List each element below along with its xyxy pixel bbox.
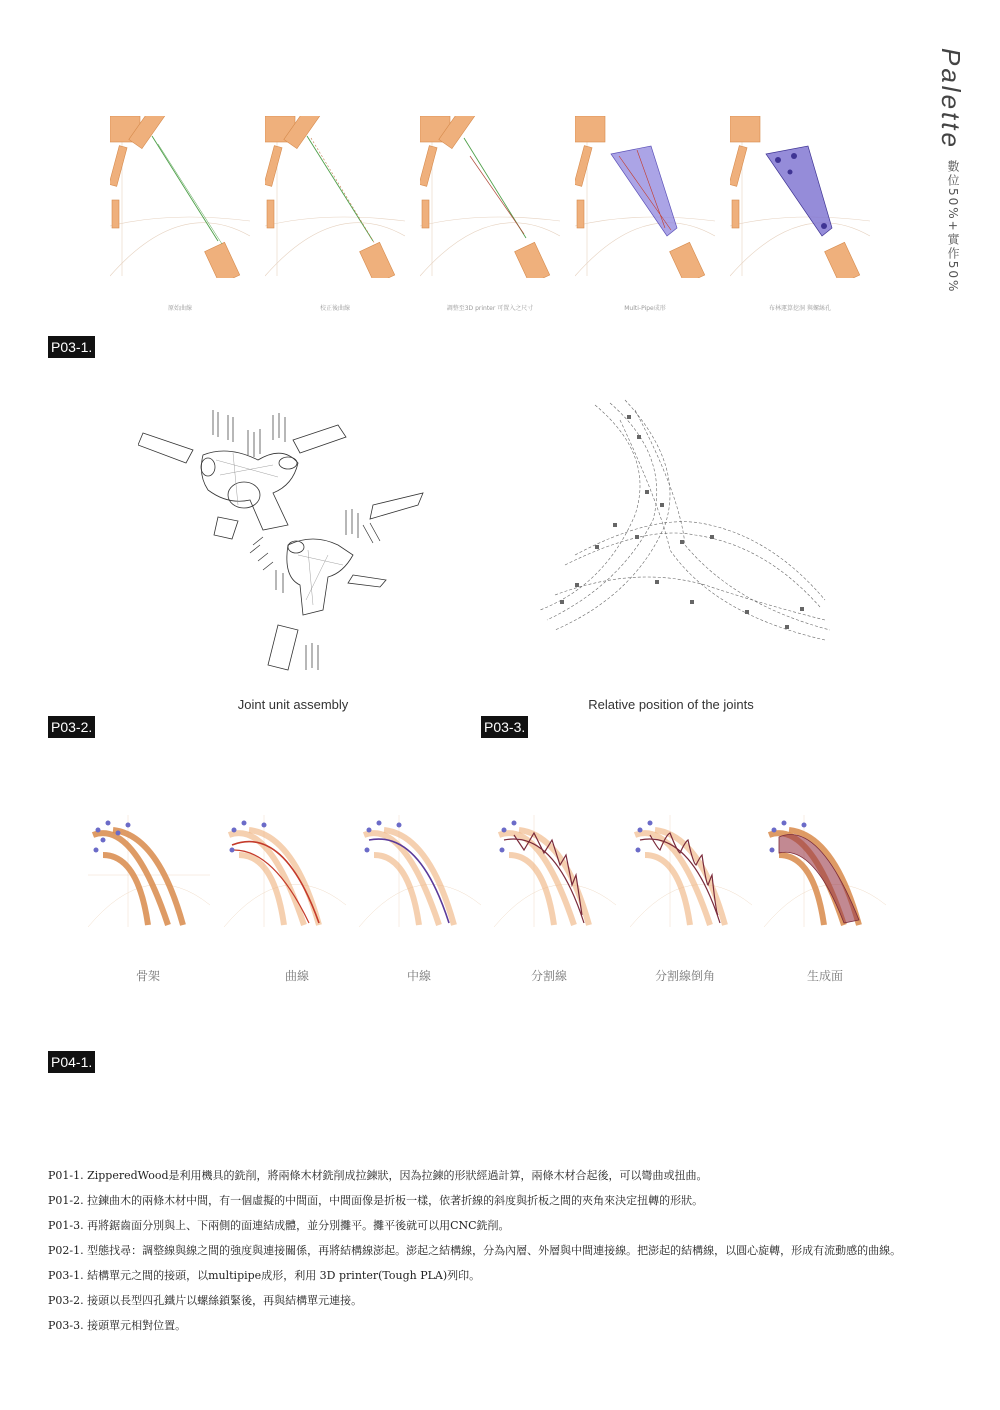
note-p03-3: P03-3. 接頭單元相對位置。 — [48, 1319, 187, 1332]
p031-panel-5 — [730, 116, 870, 278]
p032-caption: Joint unit assembly — [237, 697, 349, 712]
p041-step-skeleton — [88, 815, 210, 927]
note-p02-1: P02-1. 型態找尋：調整線與線之間的強度與連接關係，再將結構線澎起。澎起之結構線，分為內層、外層與中間連接線。把澎起的結構線，以圓心旋轉，形成有流動感的曲線。 — [48, 1244, 902, 1257]
section-tag-p033: P03-3. — [481, 716, 528, 738]
p031-caption-1: 原始曲線 — [167, 305, 192, 312]
notes-block — [48, 1163, 918, 1338]
p031-caption-5: 布林運算挖洞 與螺絲孔 — [769, 305, 831, 312]
section-tag-p032: P03-2. — [48, 716, 95, 738]
p031-panel-1 — [110, 116, 250, 278]
joint-assembly-diagram — [138, 405, 428, 675]
p041-step-split-chamfer — [630, 815, 752, 927]
p041-caption-5: 分割線倒角 — [654, 969, 715, 983]
note-p03-2: P03-2. 接頭以長型四孔鐵片以螺絲鎖緊後，再與結構單元連接。 — [48, 1294, 363, 1307]
p031-caption-2: 校正後曲線 — [319, 305, 350, 312]
p041-caption-4: 分割線 — [530, 969, 567, 983]
p033-caption: Relative position of the joints — [588, 697, 754, 712]
p041-caption-2: 曲線 — [284, 969, 309, 983]
joint-position-diagram — [535, 395, 835, 655]
section-tag-p041: P04-1. — [48, 1051, 95, 1073]
p041-step-curve — [224, 815, 346, 927]
note-p01-2: P01-2. 拉鍊曲木的兩條木材中間，有一個虛擬的中間面，中間面像是折板一樣，依著折線的斜度與折板之間的夾角來決定扭轉的形狀。 — [48, 1194, 704, 1207]
p031-panel-2 — [265, 116, 405, 278]
p041-step-centerline — [359, 815, 481, 927]
note-p01-1: P01-1. ZipperedWood是利用機具的銑削，將兩條木材銑削成拉鍊狀，因為拉鍊的形狀經過計算，兩條木材合起後，可以彎曲或扭曲。 — [48, 1169, 708, 1182]
page-title: Palette — [936, 48, 966, 150]
note-p03-1: P03-1. 結構單元之間的接頭，以multipipe成形，利用 3D printer(Tough PLA)列印。 — [48, 1269, 481, 1282]
p031-panel-4 — [575, 116, 715, 278]
note-p01-3: P01-3. 再將鋸齒面分別與上、下兩側的面連結成體，並分別攤平。攤平後就可以用CNC銑削。 — [48, 1219, 510, 1232]
p031-caption-4: Multi-Pipe成形 — [624, 305, 666, 312]
p031-caption-3: 調整至3D printer 可置入之尺寸 — [446, 305, 534, 312]
page-subtitle: 數位50%+實作50% — [946, 160, 960, 294]
p041-caption-3: 中線 — [406, 969, 431, 983]
p041-step-surface — [764, 815, 886, 927]
p041-caption-1: 骨架 — [135, 969, 160, 983]
p031-panel-3 — [420, 116, 560, 278]
p041-step-split — [494, 815, 616, 927]
section-tag-p031: P03-1. — [48, 336, 95, 358]
p041-caption-6: 生成面 — [806, 969, 843, 983]
